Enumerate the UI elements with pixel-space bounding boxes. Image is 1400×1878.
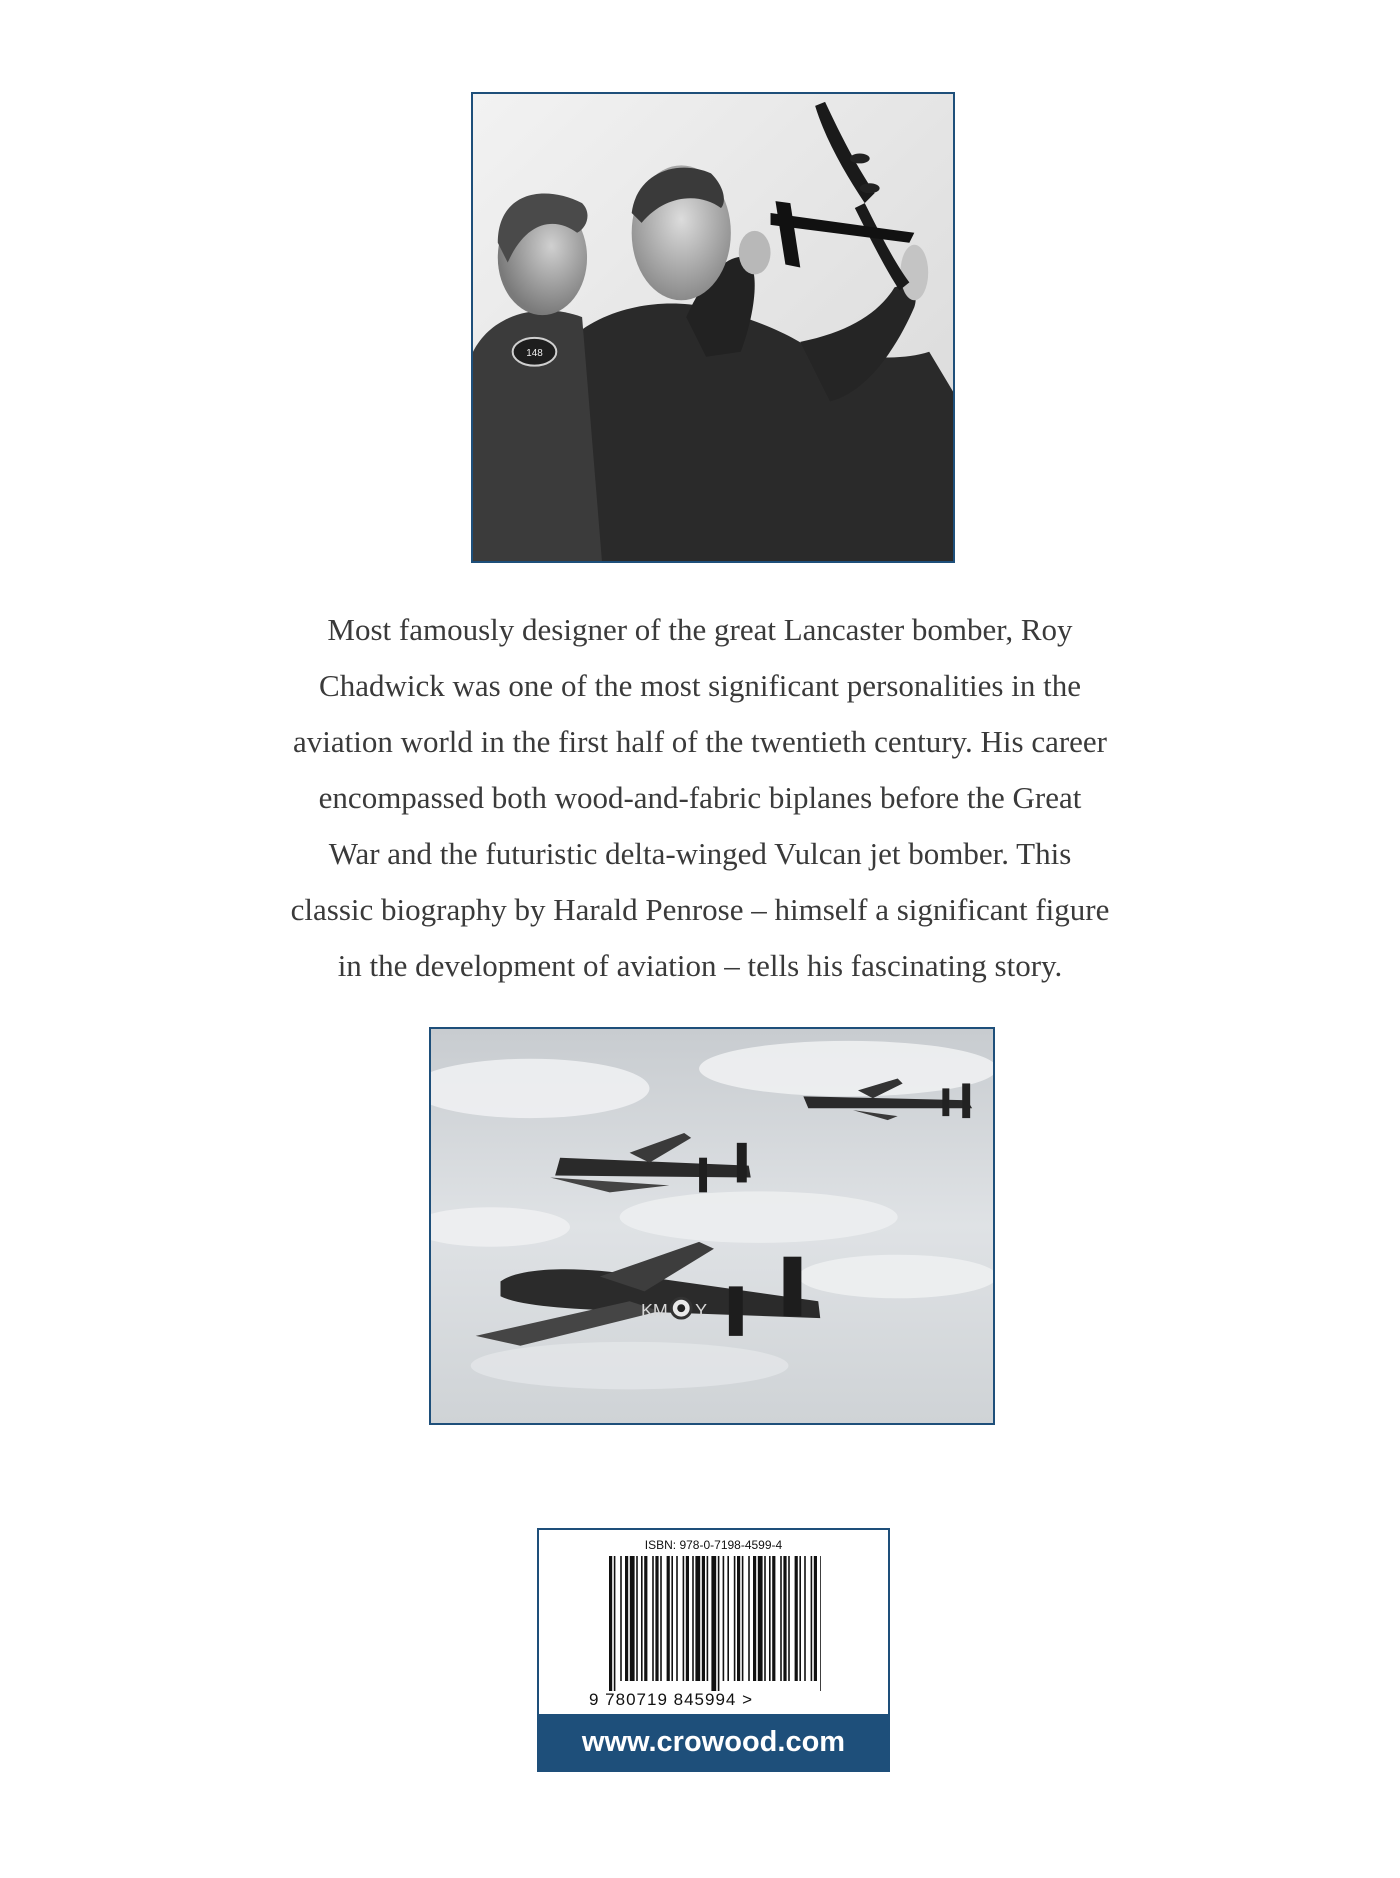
photo-chadwick-image (473, 94, 953, 561)
publisher-url-bar (539, 1714, 888, 1770)
shoulder-badge-text: 148 (526, 347, 543, 359)
aircraft-code-right: Y (695, 1300, 708, 1321)
blurb-line: Most famously designer of the great Lancaster bomber, Roy (327, 612, 1073, 647)
barcode-icon (609, 1556, 821, 1691)
blurb-line: aviation world in the first half of the twentieth century. His career (292, 724, 1108, 759)
isbn-barcode-box (537, 1528, 890, 1772)
aircraft-code-left: KM (641, 1300, 668, 1321)
barcode-digits: 9 780719 845994 > (589, 1690, 754, 1709)
blurb-line: in the development of aviation – tells his fascinating story. (337, 948, 1063, 983)
photo-lancaster-formation (429, 1027, 995, 1425)
isbn-label: ISBN: 978-0-7198-4599-4 (644, 1538, 783, 1552)
blurb-line: classic biography by Harald Penrose – himself a significant figure (290, 892, 1110, 927)
publisher-url[interactable]: www.crowood.com (581, 1725, 846, 1758)
blurb-line: encompassed both wood-and-fabric biplanes before the Great (318, 780, 1082, 815)
blurb-line: Chadwick was one of the most significant personalities in the (319, 668, 1081, 703)
back-cover-blurb (200, 602, 1200, 994)
photo-lancaster-image (431, 1029, 993, 1423)
blurb-line: War and the futuristic delta-winged Vulcan jet bomber. This (328, 836, 1072, 871)
photo-chadwick-model-aircraft (471, 92, 955, 563)
